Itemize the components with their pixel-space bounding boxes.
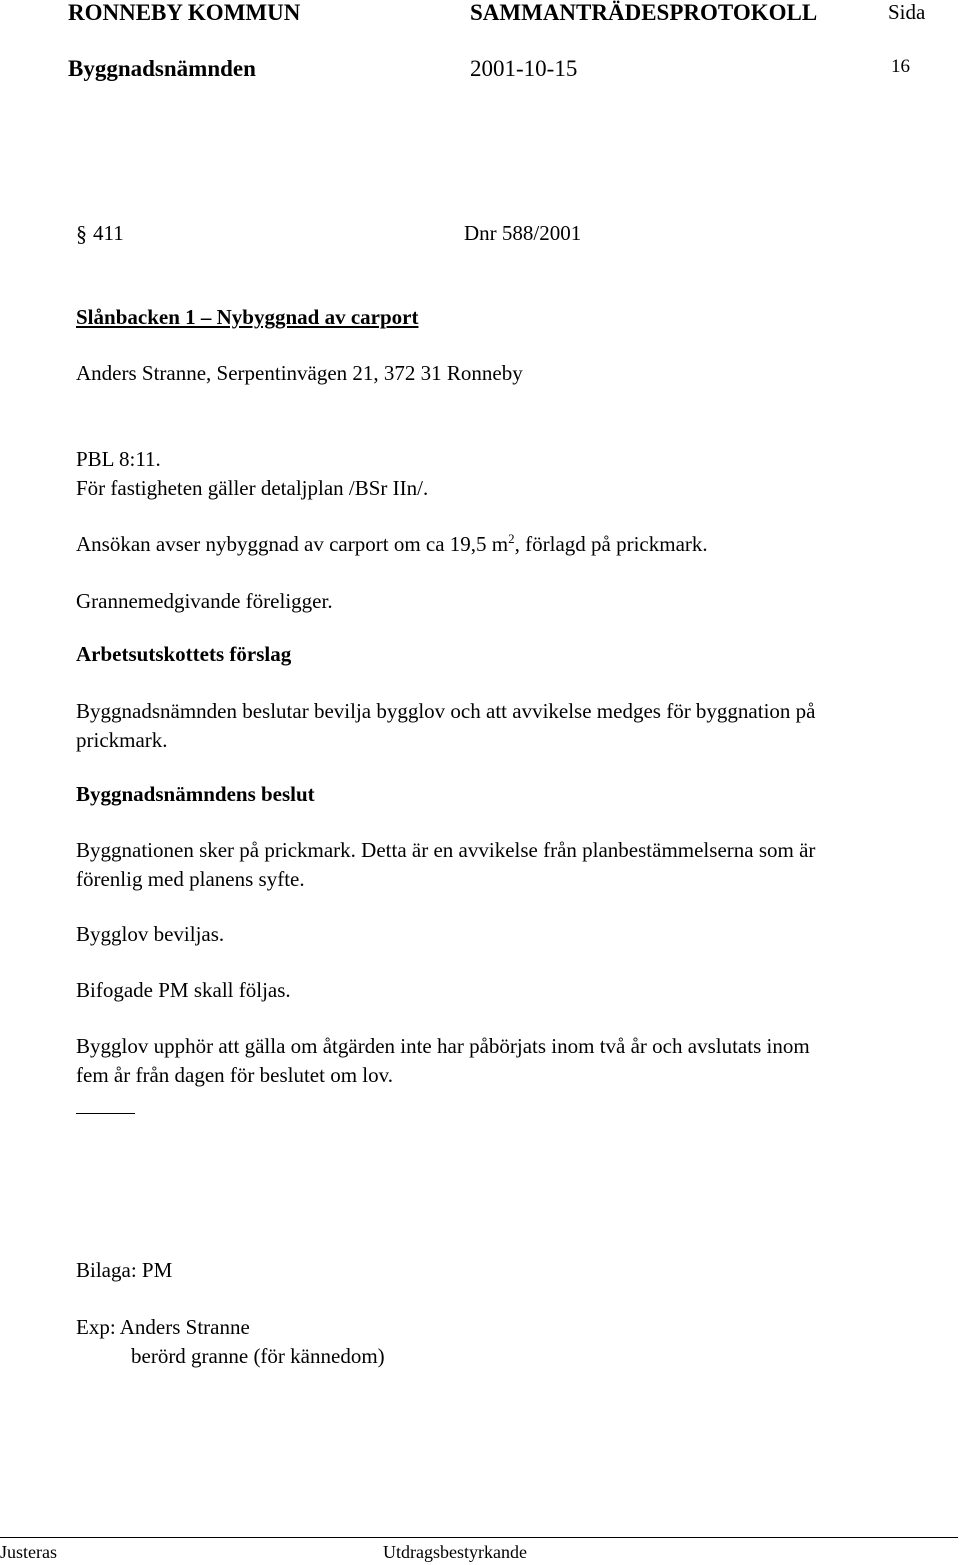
law-reference: PBL 8:11.: [76, 447, 161, 471]
page-label: Sida: [888, 0, 926, 24]
proposal-heading: Arbetsutskottets förslag: [76, 642, 292, 666]
footer-utdragsbestyrkande: Utdragsbestyrkande: [383, 1542, 527, 1562]
applicant-address: Anders Stranne, Serpentinvägen 21, 372 31 Ronneby: [76, 361, 523, 385]
footer-justeras: Justeras: [0, 1542, 57, 1562]
page-number: 16: [891, 56, 910, 77]
section-paragraph-symbol: §: [76, 221, 87, 246]
dnr: Dnr 588/2001: [464, 221, 582, 245]
application-superscript: 2: [508, 531, 515, 546]
application-description: [76, 530, 708, 559]
proposal-line-2: prickmark.: [76, 728, 168, 752]
document-type: SAMMANTRÄDESPROTOKOLL: [470, 0, 818, 25]
attachment-label: Bilaga: PM: [76, 1258, 173, 1282]
footer-divider: [0, 1537, 958, 1538]
distribution-line-2: berörd granne (för kännedom): [131, 1344, 385, 1368]
committee-name: Byggnadsnämnden: [68, 56, 256, 81]
distribution-line-1: Exp: Anders Stranne: [76, 1315, 250, 1339]
decision-p2: Bygglov beviljas.: [76, 922, 225, 946]
case-title: Slånbacken 1 – Nybyggnad av carport: [76, 305, 419, 329]
section-end-divider: [76, 1113, 135, 1114]
section-number: 411: [93, 221, 124, 245]
decision-p4-line-2: fem år från dagen för beslutet om lov.: [76, 1063, 394, 1087]
decision-heading: Byggnadsnämndens beslut: [76, 782, 315, 806]
decision-p1-line-1: Byggnationen sker på prickmark. Detta är en avvikelse från planbestämmelserna som är: [76, 838, 816, 862]
neighbour-consent: Grannemedgivande föreligger.: [76, 589, 333, 613]
meeting-date: 2001-10-15: [470, 56, 578, 81]
application-text-pre: Ansökan avser nybyggnad av carport om ca 19,5 m: [76, 532, 509, 556]
plan-statement: För fastigheten gäller detaljplan /BSr IIn/.: [76, 476, 429, 500]
decision-p3: Bifogade PM skall följas.: [76, 978, 291, 1002]
decision-p1-line-2: förenlig med planens syfte.: [76, 867, 305, 891]
proposal-line-1: Byggnadsnämnden beslutar bevilja bygglov och att avvikelse medges för byggnation på: [76, 699, 816, 723]
municipality-name: RONNEBY KOMMUN: [68, 0, 301, 25]
decision-p4-line-1: Bygglov upphör att gälla om åtgärden inte har påbörjats inom två år och avslutats inom: [76, 1034, 810, 1058]
application-text-post: , förlagd på prickmark.: [514, 532, 708, 556]
